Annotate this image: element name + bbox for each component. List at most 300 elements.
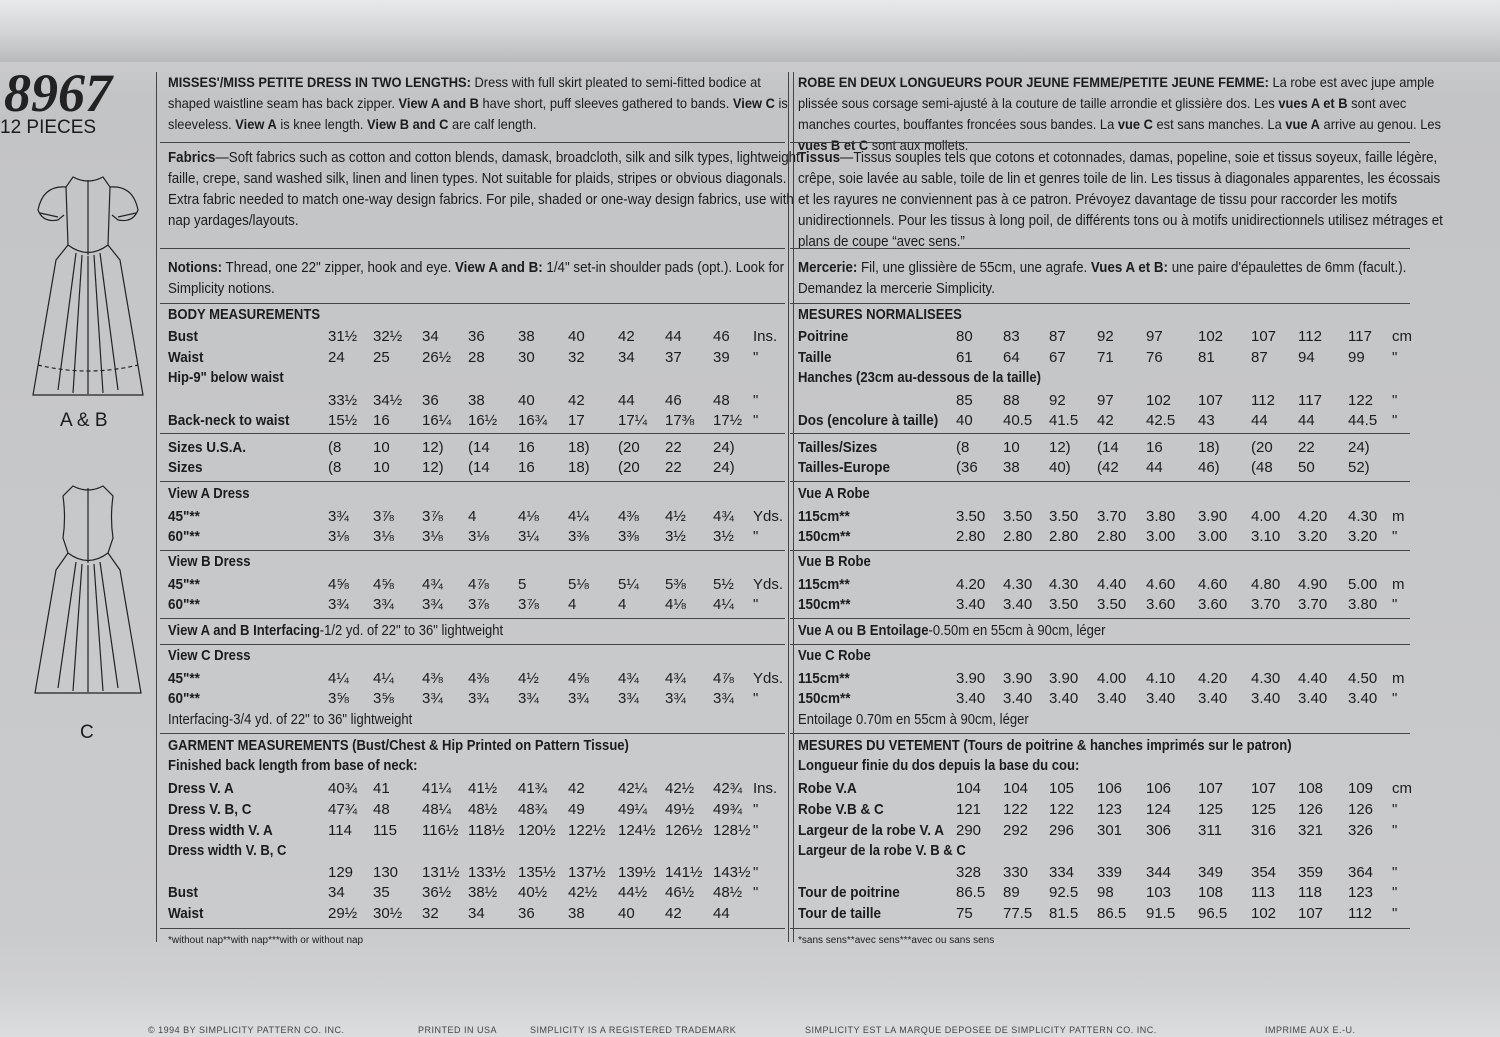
cell-value: 123 — [1097, 801, 1123, 818]
cell-value: 3.60 — [1198, 596, 1228, 613]
cell-value: 16 — [1146, 439, 1163, 456]
cell-value: 131½ — [422, 864, 460, 881]
cell-value: 301 — [1097, 822, 1123, 839]
cell-value: 31½ — [328, 328, 358, 345]
cell-value: 3.40 — [1097, 690, 1127, 707]
cell-value: (14 — [468, 459, 490, 476]
row-label: Dress V. B, C — [168, 801, 252, 818]
cell-value: 3¾ — [328, 508, 349, 525]
cell-value: 42 — [568, 780, 585, 797]
section-rule — [790, 303, 1410, 304]
cell-value: (8 — [328, 439, 342, 456]
row-view-b-60 — [0, 596, 1500, 616]
footer-item: PRINTED IN USA — [418, 1025, 498, 1035]
cell-value: 17¼ — [618, 412, 648, 429]
text-run: —Tissus souples tels que cotons et cotonnades, damas, popeline, soie et tissus soyeux, faille légère, crêpe, soie lavée au sable, toile de lin et genres toile de lin. Les tissus à diagonales apparentes, les écossais et les rayures ne conviennent pas à ce patron. Prévoyez davantage de tissu pour raccorder les motifs unidirectionnels. Pour les tissus à long poil, de différents tons ou à motifs unidirectionnels utilisez métrages et plans de coupe “avec sens.” — [798, 150, 1443, 250]
cell-value: 88 — [1003, 392, 1020, 409]
cell-value: 3⅞ — [468, 596, 489, 613]
cell-value: 92 — [1049, 392, 1066, 409]
section-rule — [160, 248, 785, 249]
cell-value: 50 — [1298, 459, 1315, 476]
cell-value: 3.80 — [1146, 508, 1176, 525]
view-c-title: Vue C Robe — [798, 648, 871, 664]
unit-label: " — [1392, 801, 1398, 818]
cell-value: 3.20 — [1298, 528, 1328, 545]
cell-value: 122 — [1348, 392, 1374, 409]
cell-value: 4.80 — [1251, 576, 1281, 593]
section-rule — [790, 618, 1410, 619]
section-rule — [160, 618, 785, 619]
cell-value: 354 — [1251, 864, 1277, 881]
cell-value: 3.00 — [1198, 528, 1228, 545]
cell-value: 4⅛ — [518, 508, 539, 525]
cell-value: 49¾ — [713, 801, 743, 818]
cell-value: 36 — [422, 392, 439, 409]
cell-value: 4¾ — [665, 670, 686, 687]
unit-label: " — [1392, 528, 1398, 545]
cell-value: 126 — [1348, 801, 1374, 818]
cell-value: 108 — [1198, 884, 1224, 901]
cell-value: (8 — [956, 439, 970, 456]
section-rule — [160, 733, 785, 734]
text-run: Mercerie: — [798, 260, 858, 276]
cell-value: 4.40 — [1097, 576, 1127, 593]
cell-value: 3¾ — [618, 690, 639, 707]
cell-value: 83 — [1003, 328, 1020, 345]
text-run: —Soft fabrics such as cotton and cotton blends, damask, broadcloth, silk and silk types, lightweight faille, crepe, sand washed silk, linen and linen types. Not suitable for plaids, stripes or obvious diagonals. Extra fabric needed to match one-way design fabrics. For pile, shaded or one-way design fabrics, use with nap yardages/layouts. — [168, 150, 800, 229]
cell-value: (20 — [618, 459, 640, 476]
cell-value: 92.5 — [1049, 884, 1079, 901]
cell-value: 5.00 — [1348, 576, 1378, 593]
cell-value: 102 — [1198, 328, 1224, 345]
cell-value: 17 — [568, 412, 585, 429]
intro-paragraph — [798, 72, 1442, 156]
cell-value: 24) — [1348, 439, 1370, 456]
interfacing-c: Entoilage 0.70m en 55cm à 90cm, léger — [798, 712, 1029, 728]
cell-value: 4 — [468, 508, 477, 525]
cell-value: 98 — [1097, 884, 1114, 901]
unit-label: Yds. — [753, 576, 784, 593]
cell-value: 24) — [713, 439, 735, 456]
cell-value: 41.5 — [1049, 412, 1079, 429]
cell-value: 3¾ — [518, 690, 539, 707]
section-rule — [790, 433, 1410, 434]
cell-value: 16 — [518, 439, 535, 456]
cell-value: 10 — [1003, 439, 1020, 456]
text-run: Thread, one 22" zipper, hook and eye. — [222, 260, 456, 276]
cell-value: 364 — [1348, 864, 1374, 881]
unit-label: " — [753, 801, 759, 818]
cell-value: 17⅜ — [665, 412, 695, 429]
cell-value: 75 — [956, 905, 973, 922]
cell-value: 2.80 — [1049, 528, 1079, 545]
cell-value: 34 — [618, 349, 635, 366]
cell-value: 4⅜ — [468, 670, 489, 687]
section-rule — [790, 644, 1410, 645]
cell-value: 4.30 — [1251, 670, 1281, 687]
cell-value: 107 — [1198, 780, 1224, 797]
cell-value: 321 — [1298, 822, 1324, 839]
view-a-title: View A Dress — [168, 486, 250, 502]
cell-value: 3.80 — [1348, 596, 1378, 613]
cell-value: 34 — [422, 328, 439, 345]
cell-value: 122 — [1003, 801, 1029, 818]
cell-value: 3¾ — [422, 690, 443, 707]
text-run: 1/4" set-in shoulder pads (opt.). Look for Simplicity notions. — [168, 260, 785, 297]
cell-value: 3.70 — [1298, 596, 1328, 613]
cell-value: 112 — [1298, 328, 1322, 345]
cell-value: 10 — [373, 439, 390, 456]
cell-value: 48 — [373, 801, 390, 818]
intro-paragraph — [168, 72, 794, 135]
cell-value: 41¼ — [422, 780, 452, 797]
cell-value: 44 — [1251, 412, 1268, 429]
cell-value: 25 — [373, 349, 390, 366]
notions-paragraph — [168, 258, 803, 300]
cell-value: 3⅞ — [518, 596, 539, 613]
cell-value: 5½ — [713, 576, 734, 593]
unit-label: " — [1392, 822, 1398, 839]
cell-value: 49½ — [665, 801, 695, 818]
text-run: Fabrics — [168, 150, 216, 166]
cell-value: 3.40 — [956, 596, 986, 613]
row-label: Waist — [168, 349, 204, 366]
cell-value: 32 — [422, 905, 439, 922]
hip-label: Hip-9" below waist — [168, 370, 284, 386]
text-run: La robe est avec jupe ample plissée sous corsage semi-ajusté à la couture de taille arrondie et glissière dos. Les — [798, 74, 1435, 111]
cell-value: 133½ — [468, 864, 506, 881]
unit-label: m — [1392, 670, 1405, 687]
text-run: Dress with full skirt pleated to semi-fitted bodice at shaped waistline seam has back zipper. — [168, 74, 761, 111]
cell-value: 38 — [468, 392, 485, 409]
cell-value: 42 — [568, 392, 585, 409]
cell-value: 106 — [1097, 780, 1123, 797]
interfacing-ab — [168, 623, 503, 639]
row-label: 45"** — [168, 670, 200, 687]
cell-value: 42 — [665, 905, 682, 922]
cell-value: 3.90 — [1003, 670, 1033, 687]
cell-value: 4⅝ — [328, 576, 349, 593]
text-run: Tissus — [798, 150, 841, 166]
cell-value: 120½ — [518, 822, 556, 839]
cell-value: 107 — [1251, 780, 1277, 797]
cell-value: 71 — [1097, 349, 1114, 366]
cell-value: 123 — [1348, 884, 1374, 901]
row-back-neck — [0, 412, 1500, 432]
cell-value: 108 — [1298, 780, 1324, 797]
cell-value: 99 — [1348, 349, 1365, 366]
unit-label: m — [1392, 576, 1405, 593]
row-label: Dress width V. A — [168, 822, 273, 839]
cell-value: 3.40 — [1198, 690, 1228, 707]
cell-value: 76 — [1146, 349, 1163, 366]
cell-value: 4.30 — [1049, 576, 1079, 593]
cell-value: 12) — [422, 459, 444, 476]
text-run: sont avec manches courtes, bouffantes froncées sous bandes. La — [798, 95, 1407, 132]
cell-value: 86.5 — [1097, 905, 1127, 922]
cell-value: 125 — [1251, 801, 1277, 818]
cell-value: 4¼ — [328, 670, 349, 687]
cell-value: 130 — [373, 864, 399, 881]
garment-measurements-title: GARMENT MEASUREMENTS (Bust/Chest & Hip Printed on Pattern Tissue) — [168, 738, 629, 754]
cell-value: 129 — [328, 864, 354, 881]
cell-value: 40¾ — [328, 780, 358, 797]
cell-value: 3⅛ — [328, 528, 349, 545]
text-run: une paire d'épaulettes de 6mm (facult.). Demandez la mercerie Simplicity. — [798, 260, 1407, 297]
cell-value: 4.40 — [1298, 670, 1328, 687]
cell-value: 4.30 — [1003, 576, 1033, 593]
row-label: 60"** — [168, 596, 200, 613]
cell-value: 30 — [518, 349, 535, 366]
cell-value: 3.50 — [1049, 508, 1079, 525]
row-hip — [0, 392, 1500, 412]
cell-value: 344 — [1146, 864, 1172, 881]
cell-value: 32½ — [373, 328, 403, 345]
section-rule — [160, 142, 785, 143]
cell-value: 135½ — [518, 864, 556, 881]
cell-value: 4⅝ — [373, 576, 394, 593]
unit-label: " — [753, 392, 759, 409]
pattern-number: 8967 — [4, 63, 112, 123]
interfacing-c: Interfacing-3/4 yd. of 22" to 36" lightweight — [168, 712, 413, 728]
text-run: View B and C — [367, 116, 449, 132]
cell-value: 3.40 — [1298, 690, 1328, 707]
cell-value: 41 — [373, 780, 390, 797]
cell-value: 3.90 — [956, 670, 986, 687]
cell-value: 112 — [1251, 392, 1275, 409]
cell-value: 292 — [1003, 822, 1029, 839]
cell-value: 4⅞ — [713, 670, 734, 687]
unit-label: " — [753, 349, 759, 366]
cell-value: 47¾ — [328, 801, 358, 818]
cell-value: (42 — [1097, 459, 1119, 476]
cell-value: 48¼ — [422, 801, 452, 818]
unit-label: " — [1392, 412, 1398, 429]
cell-value: 137½ — [568, 864, 606, 881]
cell-value: 16 — [373, 412, 390, 429]
unit-label: " — [753, 864, 759, 881]
cell-value: 64 — [1003, 349, 1020, 366]
cell-value: 4.60 — [1198, 576, 1228, 593]
unit-label: cm — [1392, 780, 1412, 797]
view-a-title: Vue A Robe — [798, 486, 870, 502]
cell-value: 41¾ — [518, 780, 548, 797]
cell-value: 48 — [713, 392, 730, 409]
cell-value: 16¾ — [518, 412, 548, 429]
cell-value: 102 — [1251, 905, 1277, 922]
cell-value: 4⅞ — [468, 576, 489, 593]
cell-value: 4⅜ — [618, 508, 639, 525]
cell-value: 4¾ — [713, 508, 734, 525]
cell-value: 42½ — [665, 780, 695, 797]
row-label: 150cm** — [798, 528, 851, 545]
row-label: Tailles-Europe — [798, 459, 891, 476]
unit-label: " — [753, 596, 759, 613]
cell-value: 3.40 — [1251, 690, 1281, 707]
cell-value: 104 — [1003, 780, 1029, 797]
cell-value: 40 — [956, 412, 973, 429]
unit-label: " — [1392, 905, 1398, 922]
finished-back-length: Longueur finie du dos depuis la base du cou: — [798, 758, 1080, 774]
cell-value: 3.40 — [1146, 690, 1176, 707]
dress-ab-illustration — [28, 165, 148, 410]
cell-value: 121 — [956, 801, 982, 818]
footer-item: © 1994 BY SIMPLICITY PATTERN CO. INC. — [148, 1025, 345, 1035]
cell-value: 113 — [1251, 884, 1275, 901]
text-run: are calf length. — [448, 116, 537, 132]
cell-value: 3.40 — [1049, 690, 1079, 707]
row-label: Back-neck to waist — [168, 412, 290, 429]
view-b-title: Vue B Robe — [798, 554, 871, 570]
cell-value: (36 — [956, 459, 978, 476]
cell-value: 4¾ — [422, 576, 443, 593]
cell-value: 5 — [518, 576, 527, 593]
row-label: 60"** — [168, 528, 200, 545]
cell-value: 22 — [665, 439, 682, 456]
row-label: Tour de taille — [798, 905, 882, 922]
cell-value: 40 — [618, 905, 635, 922]
cell-value: 40) — [1049, 459, 1071, 476]
cell-value: 117 — [1348, 328, 1372, 345]
cell-value: 3⅛ — [373, 528, 394, 545]
cell-value: 17½ — [713, 412, 743, 429]
row-label: 45"** — [168, 508, 200, 525]
cell-value: 141½ — [665, 864, 703, 881]
cell-value: 3⅛ — [468, 528, 489, 545]
section-rule — [160, 928, 785, 929]
footer-item: SIMPLICITY EST LA MARQUE DEPOSEE DE SIMPLICITY PATTERN CO. INC. — [805, 1025, 1157, 1035]
cell-value: 35 — [373, 884, 390, 901]
cell-value: 44 — [618, 392, 635, 409]
row-label: Bust — [168, 328, 199, 345]
cell-value: 34 — [328, 884, 345, 901]
cell-value: 3⅞ — [422, 508, 443, 525]
row-view-a-45 — [0, 508, 1500, 528]
cell-value: (8 — [328, 459, 342, 476]
cell-value: 46 — [713, 328, 730, 345]
cell-value: 3.10 — [1251, 528, 1281, 545]
row-label: 115cm** — [798, 670, 850, 687]
cell-value: 96.5 — [1198, 905, 1228, 922]
cell-value: 49 — [568, 801, 585, 818]
text-run: Vue A ou B Entoilage — [798, 623, 929, 639]
cell-value: 24) — [713, 459, 735, 476]
cell-value: 44 — [1298, 412, 1315, 429]
cell-value: 4.20 — [1198, 670, 1228, 687]
cell-value: 3½ — [713, 528, 734, 545]
cell-value: 107 — [1298, 905, 1324, 922]
unit-label: " — [753, 822, 759, 839]
section-rule — [790, 733, 1410, 734]
cell-value: 4½ — [518, 670, 539, 687]
cell-value: 104 — [956, 780, 982, 797]
cell-value: 107 — [1198, 392, 1224, 409]
cell-value: 42 — [618, 328, 635, 345]
cell-value: 3.70 — [1251, 596, 1281, 613]
unit-label: " — [1392, 596, 1398, 613]
cell-value: 36½ — [422, 884, 452, 901]
section-rule — [790, 481, 1410, 482]
row-bust — [0, 328, 1500, 348]
row-view-b-45 — [0, 576, 1500, 596]
cell-value: 3¾ — [665, 690, 686, 707]
row-view-c-45 — [0, 670, 1500, 690]
cell-value: 328 — [956, 864, 982, 881]
unit-label: " — [1392, 884, 1398, 901]
footnote: *without nap**with nap***with or without nap — [168, 935, 364, 946]
cell-value: 2.80 — [1003, 528, 1033, 545]
cell-value: 3.40 — [1003, 690, 1033, 707]
text-run: vues B et C — [798, 137, 869, 153]
body-measurements-title: BODY MEASUREMENTS — [168, 307, 321, 323]
text-run: ROBE EN DEUX LONGUEURS POUR JEUNE FEMME/PETITE JEUNE FEMME: — [798, 74, 1273, 90]
cell-value: 48½ — [713, 884, 743, 901]
cell-value: 3¾ — [373, 596, 394, 613]
cell-value: 92 — [1097, 328, 1114, 345]
cell-value: 3¼ — [518, 528, 539, 545]
cell-value: 97 — [1097, 392, 1114, 409]
row-label: Tour de poitrine — [798, 884, 900, 901]
row-label: 150cm** — [798, 596, 851, 613]
text-run: vues A et B — [1278, 95, 1348, 111]
finished-back-length: Finished back length from base of neck: — [168, 758, 418, 774]
text-run: sont aux mollets. — [868, 137, 969, 153]
row-width-a — [0, 822, 1500, 842]
cell-value: 40 — [518, 392, 535, 409]
cell-value: 81.5 — [1049, 905, 1079, 922]
cell-value: 330 — [1003, 864, 1029, 881]
cell-value: 33½ — [328, 392, 358, 409]
cell-value: (20 — [1251, 439, 1273, 456]
cell-value: 12) — [1049, 439, 1071, 456]
cell-value: 3⅛ — [422, 528, 443, 545]
text-run: MISSES'/MISS PETITE DRESS IN TWO LENGTHS: — [168, 74, 475, 90]
cell-value: 48¾ — [518, 801, 548, 818]
cell-value: 4.10 — [1146, 670, 1176, 687]
cell-value: 339 — [1097, 864, 1123, 881]
cell-value: 3.90 — [1049, 670, 1079, 687]
footer-item: SIMPLICITY IS A REGISTERED TRADEMARK — [530, 1025, 737, 1035]
cell-value: 37 — [665, 349, 682, 366]
view-c-label: C — [80, 722, 94, 743]
cell-value: 3.50 — [1003, 508, 1033, 525]
cell-value: 4 — [568, 596, 577, 613]
unit-label: " — [753, 528, 759, 545]
notions-paragraph — [798, 258, 1447, 300]
row-view-c-60 — [0, 690, 1500, 710]
row-label: Taille — [798, 349, 832, 366]
cell-value: 42 — [1097, 412, 1114, 429]
row-sizes-usa — [0, 439, 1500, 459]
unit-label: cm — [1392, 328, 1412, 345]
cell-value: 109 — [1348, 780, 1374, 797]
cell-value: 103 — [1146, 884, 1172, 901]
cell-value: 28 — [468, 349, 485, 366]
row-label: Poitrine — [798, 328, 849, 345]
cell-value: 22 — [665, 459, 682, 476]
cell-value: 296 — [1049, 822, 1075, 839]
row-width-bc — [0, 864, 1500, 884]
cell-value: 3.50 — [1097, 596, 1127, 613]
cell-value: 334 — [1049, 864, 1075, 881]
cell-value: 114 — [328, 822, 352, 839]
row-waist — [0, 349, 1500, 369]
cell-value: 4.00 — [1097, 670, 1127, 687]
cell-value: 46 — [665, 392, 682, 409]
cell-value: 42½ — [568, 884, 598, 901]
cell-value: 38 — [568, 905, 585, 922]
section-rule — [160, 550, 785, 551]
